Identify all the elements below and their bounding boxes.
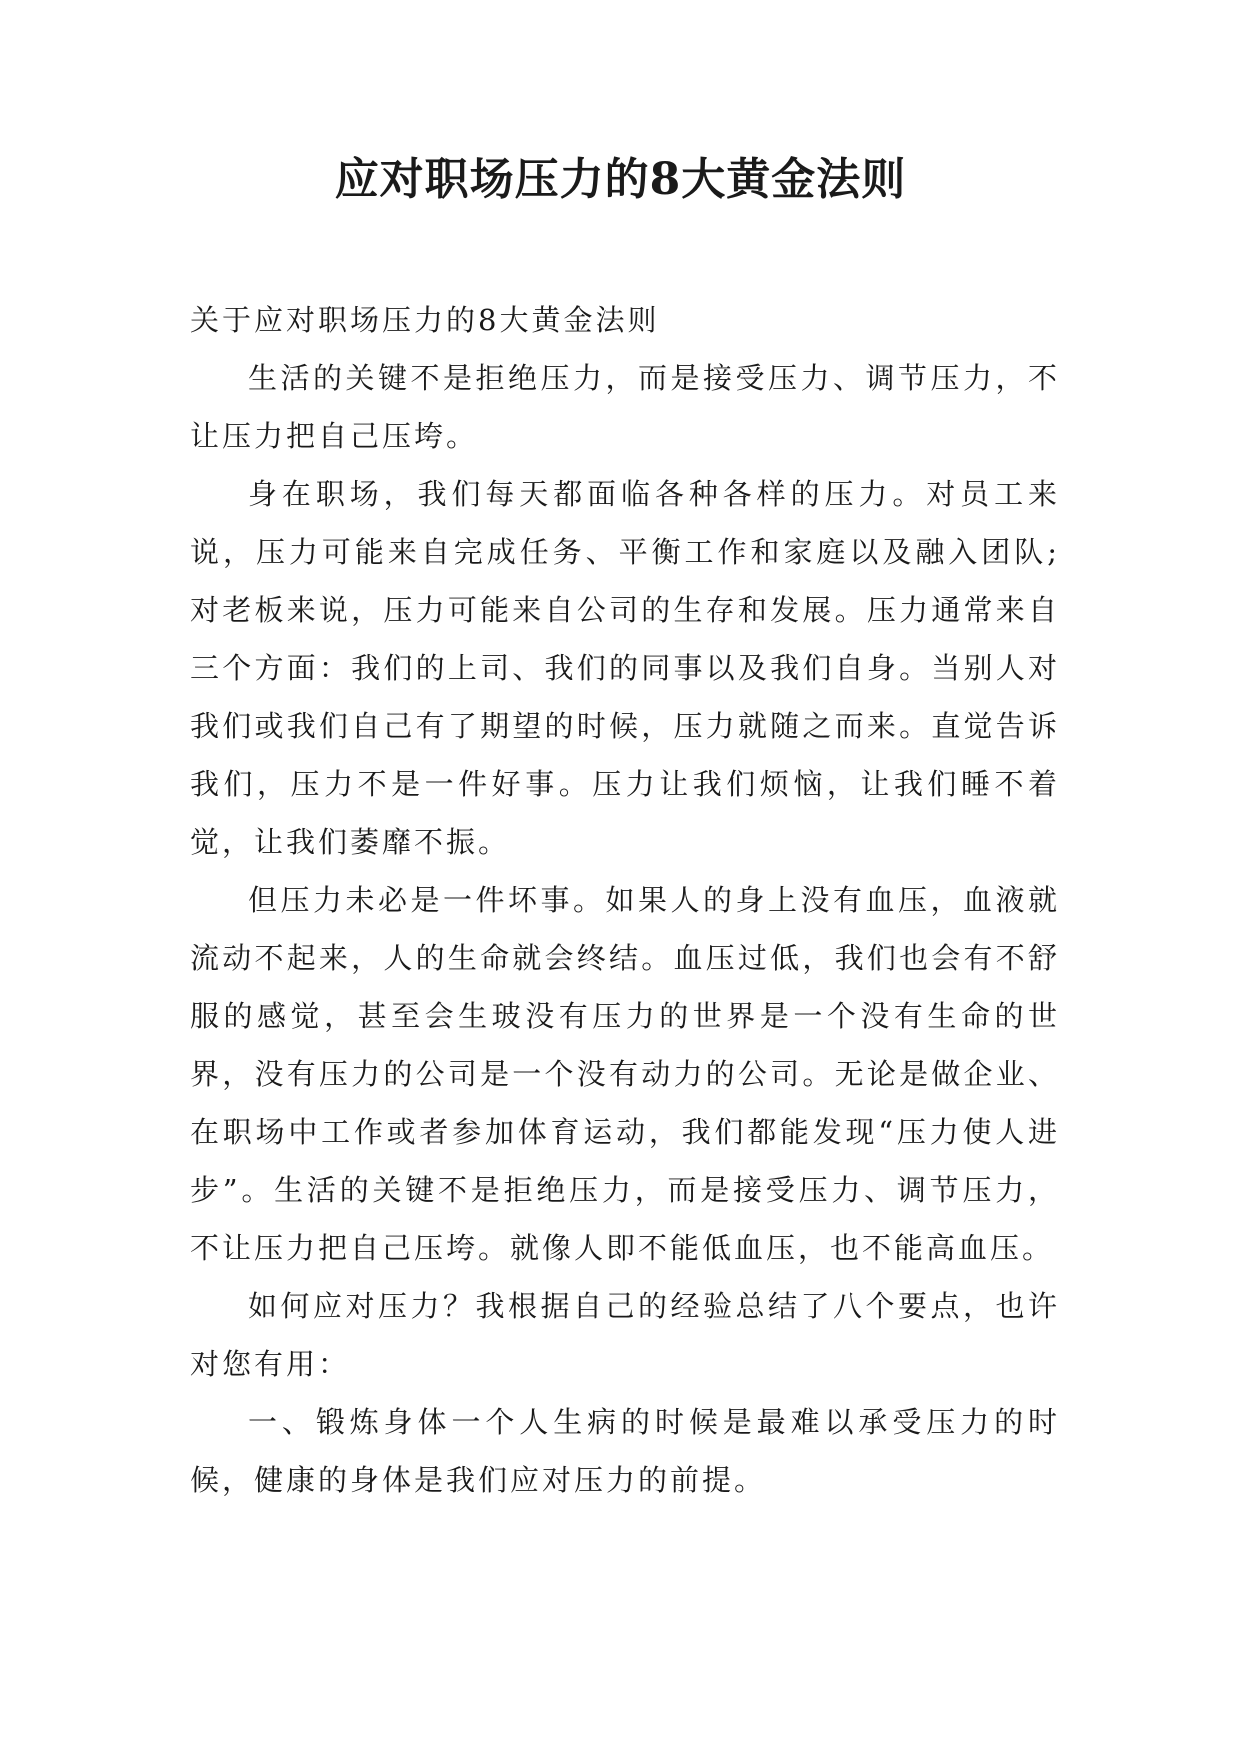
paragraph: 如何应对压力？我根据自己的经验总结了八个要点，也许对您有用： bbox=[190, 1289, 1060, 1381]
paragraph: 生活的关键不是拒绝压力，而是接受压力、调节压力，不让压力把自己压垮。 bbox=[190, 361, 1060, 453]
document-title: 应对职场压力的8大黄金法则 bbox=[334, 154, 907, 205]
paragraph: 一、锻炼身体一个人生病的时候是最难以承受压力的时候，健康的身体是我们应对压力的前提。 bbox=[190, 1405, 1060, 1497]
document-body bbox=[190, 291, 1060, 1509]
paragraph: 但压力未必是一件坏事。如果人的身上没有血压，血液就流动不起来，人的生命就会终结。血压过低，我们也会有不舒服的感觉，甚至会生玻没有压力的世界是一个没有生命的世界，没有压力的公司是一个没有动力的公司。无论是做企业、在职场中工作或者参加体育运动，我们都能发现“压力使人进步”。生活的关键不是拒绝压力，而是接受压力、调节压力，不让压力把自己压垮。就像人即不能低血压，也不能高血压。 bbox=[190, 883, 1060, 1265]
paragraph-subtitle: 关于应对职场压力的8大黄金法则 bbox=[190, 303, 660, 337]
paragraph: 身在职场，我们每天都面临各种各样的压力。对员工来说，压力可能来自完成任务、平衡工作和家庭以及融入团队;对老板来说，压力可能来自公司的生存和发展。压力通常来自三个方面：我们的上司、我们的同事以及我们自身。当别人对我们或我们自己有了期望的时候，压力就随之而来。直觉告诉我们，压力不是一件好事。压力让我们烦恼，让我们睡不着觉，让我们萎靡不振。 bbox=[190, 477, 1060, 859]
